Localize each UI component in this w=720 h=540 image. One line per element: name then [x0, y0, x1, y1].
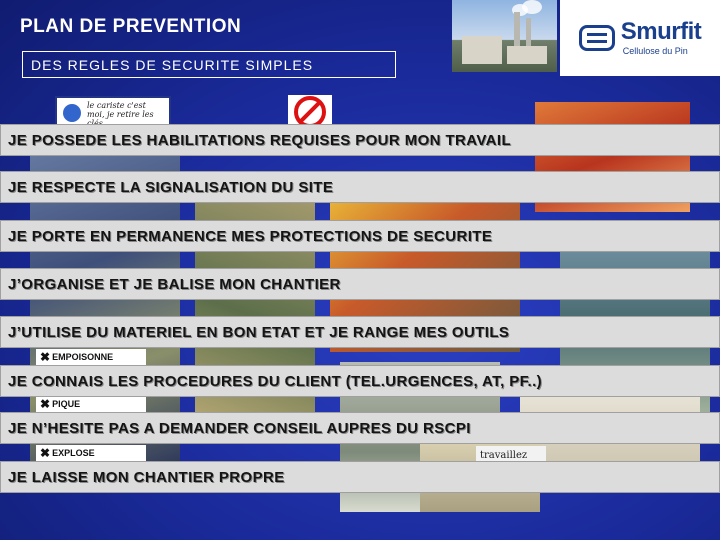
page-subtitle: DES REGLES DE SECURITE SIMPLES	[22, 51, 396, 78]
hazard-cross-icon: ✖	[40, 446, 51, 460]
corner-note: travaillez	[476, 446, 546, 464]
sticker-text: le cariste c'est moi, je retire les	[87, 101, 154, 119]
rule-ask-advice: JE N’HESITE PAS A DEMANDER CONSEIL AUPRES DU RSCPI	[0, 412, 720, 444]
hazard-label-sting	[36, 396, 146, 412]
smurfit-logo-icon	[579, 25, 615, 51]
rule-equipment: J’UTILISE DU MATERIEL EN BON ETAT ET JE RANGE MES OUTILS	[0, 316, 720, 348]
rule-clean-site: JE LAISSE MON CHANTIER PROPRE	[0, 461, 720, 493]
logo-name: Smurfit	[620, 18, 702, 45]
rule-qualifications: JE POSSEDE LES HABILITATIONS REQUISES POUR MON TRAVAIL	[0, 124, 720, 156]
rule-site-marking: J’ORGANISE ET JE BALISE MON CHANTIER	[0, 268, 720, 300]
hazard-cross-icon: ✖	[40, 350, 51, 364]
hazard-label-explosive	[36, 445, 146, 461]
company-logo	[560, 0, 720, 76]
hazard-label-poison	[36, 349, 146, 365]
rule-procedures: JE CONNAIS LES PROCEDURES DU CLIENT (TEL.URGENCES, AT, PF..)	[0, 365, 720, 397]
hazard-cross-icon: ✖	[40, 397, 51, 411]
hazard-label-text: EXPLOSE	[52, 448, 95, 458]
page-title: PLAN DE PREVENTION	[20, 16, 242, 37]
logo-tagline: Cellulose du Pin	[622, 46, 688, 56]
key-icon	[63, 104, 81, 122]
hazard-label-text: PIQUE	[52, 399, 81, 409]
hazard-label-text: EMPOISONNE	[52, 352, 114, 362]
factory-photo	[452, 0, 557, 72]
rule-protections: JE PORTE EN PERMANENCE MES PROTECTIONS DE SECURITE	[0, 220, 720, 252]
rule-signage: JE RESPECTE LA SIGNALISATION DU SITE	[0, 171, 720, 203]
